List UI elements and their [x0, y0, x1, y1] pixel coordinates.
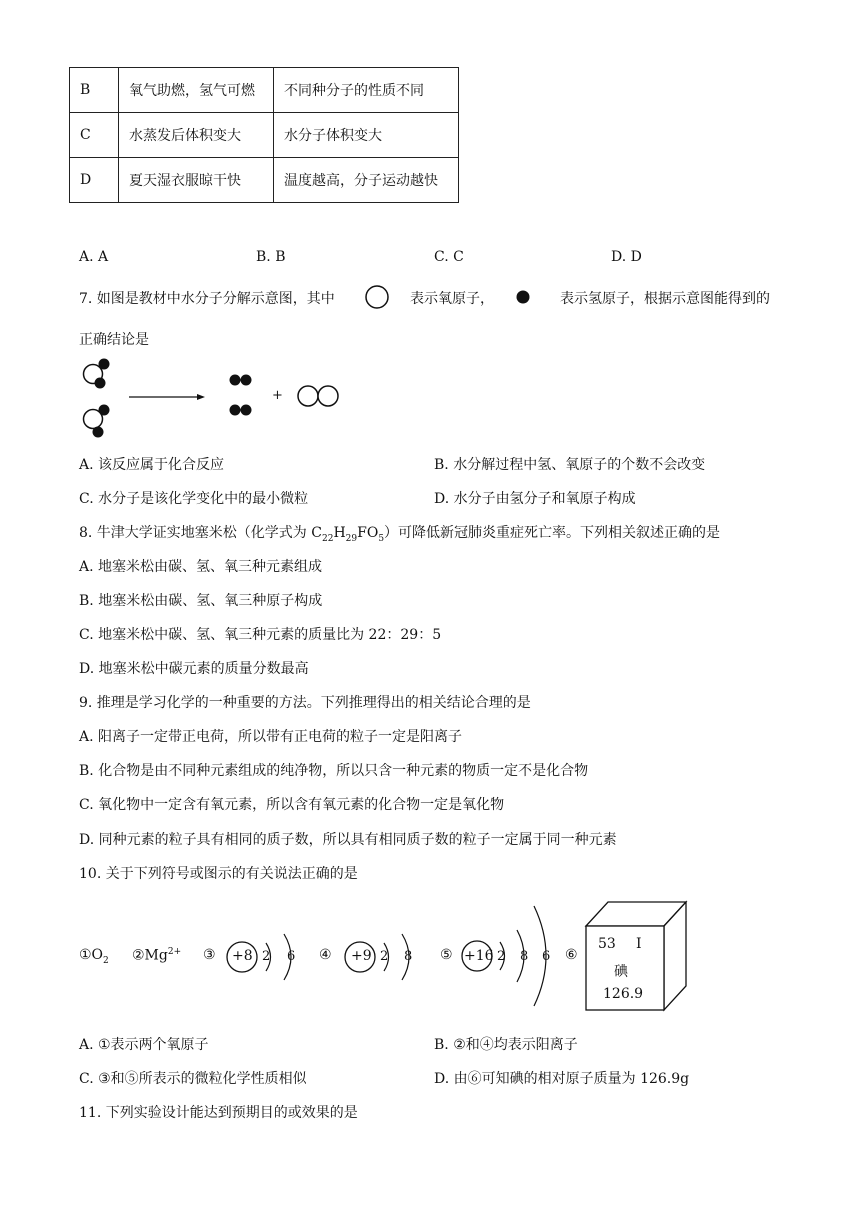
element-name: 碘	[614, 964, 628, 980]
shell-electrons: 8	[520, 949, 529, 964]
q8-option-c: C. 地塞米松中碳、氢、氧三种元素的质量比为 22：29：5	[79, 627, 442, 643]
plus-sign: +	[272, 388, 283, 403]
q6-option-d: D. D	[611, 249, 642, 265]
q9-option-c: C. 氧化物中一定含有氧元素，所以含有氧元素的化合物一定是氧化物	[79, 797, 505, 813]
q10-item3-label: ③	[203, 947, 216, 963]
q6-row-letter: B	[70, 68, 119, 113]
water-molecule-icon	[84, 359, 110, 389]
q6-row-fact: 水蒸发后体积变大	[119, 113, 274, 158]
q11-stem: 11. 下列实验设计能达到预期目的或效果的是	[79, 1105, 358, 1121]
q10-option-d: D. 由⑥可知碘的相对原子质量为 126.9g	[434, 1071, 690, 1087]
q7-stem-part1: 7. 如图是教材中水分子分解示意图，其中	[79, 291, 335, 307]
q9-option-b: B. 化合物是由不同种元素组成的纯净物，所以只含一种元素的物质一定不是化合物	[79, 763, 589, 779]
q10-item1: $①O_2$	[79, 947, 109, 966]
nucleus-charge: +8	[232, 948, 253, 964]
shell-electrons: 6	[542, 949, 551, 964]
q8-stem: 8. 牛津大学证实地塞米松（化学式为 $C_{22}H_{29}FO_5$）可降低新冠肺炎重症死亡率。下列相关叙述正确的是	[79, 525, 721, 544]
q6-row-letter: C	[70, 113, 119, 158]
q6-row-fact: 氧气助燃，氢气可燃	[119, 68, 274, 113]
q10-option-c: C. ③和⑤所表示的微粒化学性质相似	[79, 1071, 307, 1087]
q7-option-d: D. 水分子由氢分子和氧原子构成	[434, 491, 636, 507]
q6-row-fact: 夏天湿衣服晾干快	[119, 158, 274, 203]
q7-stem-part2: 表示氧原子，	[410, 291, 494, 307]
q10-item4-label: ④	[319, 947, 332, 963]
q9-stem: 9. 推理是学习化学的一种重要的方法。下列推理得出的相关结论合理的是	[79, 695, 531, 711]
q6-table	[69, 67, 459, 203]
q7-option-b: B. 水分解过程中氢、氧原子的个数不会改变	[434, 457, 706, 473]
q10-stem: 10. 关于下列符号或图示的有关说法正确的是	[79, 866, 358, 882]
q6-row-explanation: 水分子体积变大	[274, 113, 459, 158]
q6-row-letter: D	[70, 158, 119, 203]
shell-electrons: 2	[262, 949, 271, 964]
oxygen-molecule-icon	[298, 386, 338, 406]
hydrogen-molecule-icon	[230, 405, 252, 416]
q8-option-a: A. 地塞米松由碳、氢、氧三种元素组成	[79, 559, 323, 575]
q6-option-a: A. A	[79, 249, 109, 265]
hydrogen-atom-icon	[515, 289, 531, 305]
q9-option-d: D. 同种元素的粒子具有相同的质子数，所以具有相同质子数的粒子一定属于同一种元素	[79, 832, 617, 848]
shell-electrons: 2	[497, 949, 506, 964]
shell-electrons: 2	[380, 949, 389, 964]
q6-option-c: C. C	[434, 249, 464, 265]
q7-option-a: A. 该反应属于化合反应	[79, 457, 225, 473]
table-row	[70, 113, 459, 158]
table-row	[70, 158, 459, 203]
q7-stem-part3: 表示氢原子，根据示意图能得到的	[560, 291, 770, 307]
q10-option-b: B. ②和④均表示阳离子	[434, 1037, 578, 1053]
atomic-mass: 126.9	[603, 986, 644, 1002]
q7-option-c: C. 水分子是该化学变化中的最小微粒	[79, 491, 309, 507]
q7-stem-line2: 正确结论是	[79, 332, 149, 348]
q8-option-d: D. 地塞米松中碳元素的质量分数最高	[79, 661, 309, 677]
q10-option-a: A. ①表示两个氧原子	[79, 1037, 209, 1053]
reaction-arrow-icon	[129, 394, 205, 400]
oxygen-atom-icon	[364, 284, 390, 310]
nucleus-charge: +16	[464, 948, 494, 964]
element-symbol: I	[636, 936, 642, 952]
q10-item2: $②Mg^{2+}$	[132, 947, 182, 964]
q10-item6-label: ⑥	[565, 947, 578, 963]
q9-option-a: A. 阳离子一定带正电荷，所以带有正电荷的粒子一定是阳离子	[79, 729, 463, 745]
water-decomposition-diagram	[75, 352, 365, 444]
table-row	[70, 68, 459, 113]
shell-electrons: 6	[287, 949, 296, 964]
q6-row-explanation: 温度越高，分子运动越快	[274, 158, 459, 203]
nucleus-charge: +9	[351, 948, 372, 964]
hydrogen-molecule-icon	[230, 375, 252, 386]
shell-electrons: 8	[404, 949, 413, 964]
q6-row-explanation: 不同种分子的性质不同	[274, 68, 459, 113]
q6-option-b: B. B	[256, 249, 286, 265]
atomic-number: 53	[598, 936, 616, 952]
q10-item5-label: ⑤	[440, 947, 453, 963]
water-molecule-icon	[84, 405, 110, 438]
q8-option-b: B. 地塞米松由碳、氢、氧三种原子构成	[79, 593, 323, 609]
